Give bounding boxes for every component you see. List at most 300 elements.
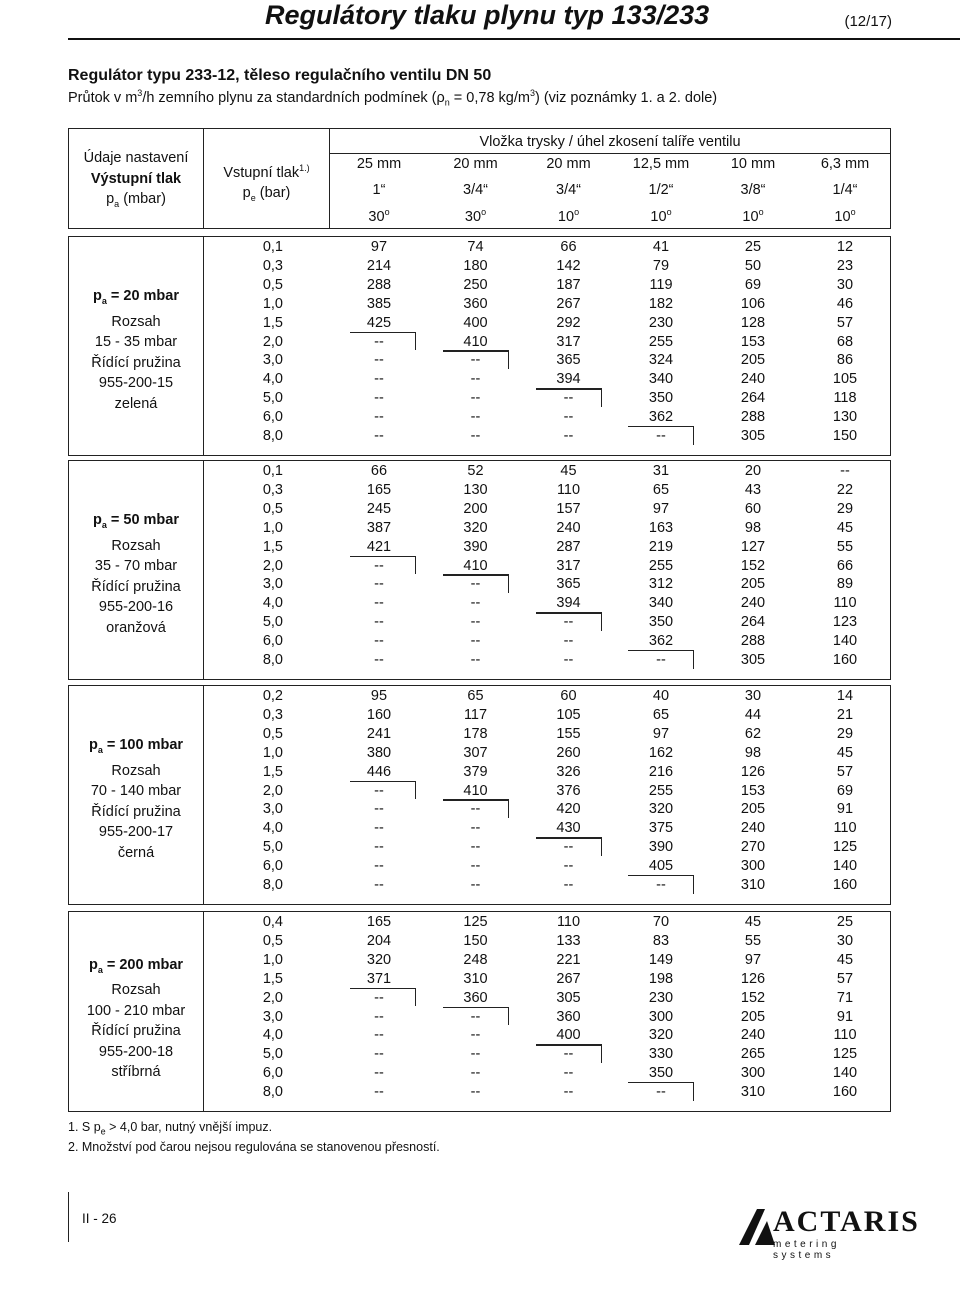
inlet-pressure-value: 1,5: [262, 970, 283, 987]
flow-value: 142: [556, 257, 581, 274]
flow-value: 130: [463, 481, 488, 498]
flow-value: --: [374, 839, 384, 856]
outlet-pressure-label: Výstupní tlak: [90, 170, 182, 187]
flow-value: 110: [556, 481, 581, 498]
flow-value: 214: [366, 257, 392, 274]
flow-value: 267: [556, 970, 581, 987]
flow-value: 394: [556, 595, 581, 612]
flow-value: 305: [556, 989, 581, 1006]
spring-code: 955-200-18: [98, 1043, 174, 1060]
accuracy-line: [443, 799, 509, 800]
inlet-pressure-value: 8,0: [262, 1084, 283, 1101]
flow-value: --: [470, 877, 481, 893]
flow-value: 350: [648, 390, 674, 407]
flow-value: --: [470, 633, 481, 650]
flow-value: --: [374, 1084, 384, 1101]
flow-value: --: [470, 595, 481, 612]
flow-value: 307: [463, 744, 488, 761]
flow-value: --: [470, 352, 481, 369]
flow-value: --: [470, 614, 481, 631]
flow-value: 375: [648, 820, 674, 837]
actaris-logo-icon: [735, 1207, 777, 1247]
inlet-header-cell: [203, 128, 330, 229]
flow-value: --: [374, 858, 384, 875]
nozzle-size-inch: 1/4“: [832, 182, 858, 198]
inlet-pressure-value: 4,0: [262, 820, 283, 837]
nozzle-size-inch: 3/4“: [556, 182, 581, 198]
flow-value: 264: [740, 390, 766, 407]
flow-value: 362: [648, 633, 674, 650]
flow-value: 324: [648, 352, 674, 369]
flow-value: 57: [836, 763, 854, 780]
flow-value: 57: [836, 970, 854, 987]
flow-value: 410: [463, 782, 488, 799]
flow-value: 405: [648, 858, 674, 875]
flow-value: --: [374, 1027, 384, 1044]
flow-value: 110: [833, 820, 857, 837]
footer-rule: [68, 1192, 69, 1242]
setting-header-cell: [68, 128, 204, 229]
inlet-pressure-value: 8,0: [262, 877, 283, 893]
flow-value: --: [374, 1046, 384, 1063]
chamfer-angle: 30$^o$: [368, 207, 390, 225]
flow-value: 149: [648, 951, 674, 968]
flow-value: 320: [366, 951, 392, 968]
flow-value: 410: [463, 557, 488, 574]
flow-value: 365: [556, 352, 581, 369]
flow-value: 140: [832, 1065, 858, 1082]
flow-value: 152: [740, 557, 766, 574]
flow-value: 45: [560, 463, 577, 479]
section-title: Regulátor typu 233-12, těleso regulačního ventilu DN 50: [68, 67, 492, 84]
inlet-pressure-value: 0,2: [262, 688, 283, 704]
flow-value: 155: [556, 725, 581, 742]
flow-value: 68: [836, 333, 854, 350]
flow-value: --: [840, 463, 850, 479]
accuracy-line-step: [508, 574, 509, 593]
inlet-pressure-value: 0,1: [262, 239, 283, 255]
flow-value: --: [563, 633, 574, 650]
flow-value: 50: [744, 257, 762, 274]
flow-value: 89: [836, 576, 854, 593]
flow-value: 394: [556, 371, 581, 388]
flow-value: 44: [744, 706, 762, 723]
flow-value: 126: [740, 970, 766, 987]
accuracy-line-step: [601, 388, 602, 407]
spring-code: 955-200-16: [98, 599, 174, 616]
accuracy-line-step: [693, 426, 694, 445]
flow-value: 245: [366, 500, 392, 517]
flow-value: 380: [366, 744, 392, 761]
flow-value: --: [470, 652, 481, 668]
flow-value: 66: [370, 463, 388, 479]
flow-value: 66: [560, 239, 577, 255]
nozzle-size-mm: 12,5 mm: [632, 156, 690, 172]
flow-value: 312: [648, 576, 674, 593]
document-title: Regulátory tlaku plynu typ 133/233: [265, 0, 710, 30]
flow-value: 110: [556, 914, 581, 930]
accuracy-line: [443, 574, 509, 575]
flow-value: 43: [744, 481, 762, 498]
spring-label: Řídící pružina: [91, 803, 181, 820]
flow-value: --: [656, 428, 666, 444]
flow-value: 265: [740, 1046, 766, 1063]
accuracy-line: [350, 988, 416, 989]
flow-value: 126: [740, 763, 766, 780]
pa-unit-label: $p_a$ (mbar): [106, 191, 166, 209]
flow-value: 40: [652, 688, 670, 704]
accuracy-line: [628, 650, 694, 651]
actaris-logo: [735, 1205, 920, 1261]
inlet-pressure-value: 6,0: [262, 633, 283, 650]
flow-value: 292: [556, 314, 581, 331]
flow-value: 98: [744, 519, 762, 536]
outlet-pressure-value: $p_a = 50$ mbar: [92, 512, 179, 531]
flow-value: 97: [652, 725, 670, 742]
flow-value: 421: [366, 538, 392, 555]
inlet-pressure-value: 5,0: [262, 390, 283, 407]
flow-value: 45: [744, 914, 762, 930]
nozzle-size-mm: 6,3 mm: [820, 156, 870, 172]
flow-value: 152: [740, 989, 766, 1006]
flow-value: 260: [556, 744, 581, 761]
flow-value: 310: [740, 1084, 766, 1101]
flow-value: 205: [740, 801, 766, 818]
inlet-pressure-value: 3,0: [262, 352, 283, 369]
flow-value: 125: [463, 914, 488, 930]
flow-value: 25: [836, 914, 854, 930]
flow-value: 362: [648, 409, 674, 426]
flow-value: --: [374, 614, 384, 631]
setting-block: [68, 735, 204, 863]
nozzle-size-mm: 20 mm: [453, 156, 498, 172]
setting-block: [68, 510, 204, 638]
outlet-pressure-value: $p_a = 20$ mbar: [92, 288, 179, 307]
inlet-pressure-value: 6,0: [262, 1065, 283, 1082]
inlet-pressure-value: 1,5: [262, 763, 283, 780]
flow-value: 45: [836, 951, 854, 968]
flow-value: 230: [648, 989, 674, 1006]
flow-value: 379: [463, 763, 488, 780]
inlet-pressure-value: 2,0: [262, 333, 283, 350]
flow-value: --: [374, 428, 384, 444]
flow-value: --: [470, 839, 481, 856]
flow-value: 241: [366, 725, 392, 742]
flow-value: 187: [556, 276, 581, 293]
flow-value: 400: [556, 1027, 581, 1044]
flow-value: 430: [556, 820, 581, 837]
flow-value: 60: [560, 688, 577, 704]
flow-value: 340: [648, 595, 674, 612]
flow-value: 125: [832, 839, 858, 856]
inlet-pressure-value: 0,3: [262, 257, 283, 274]
range-value: 70 - 140 mbar: [90, 783, 182, 800]
accuracy-line: [536, 388, 602, 389]
setting-block: [68, 286, 204, 414]
flow-value: 91: [836, 801, 854, 818]
inlet-pressure-value: 1,5: [262, 314, 283, 331]
spring-label: Řídící pružina: [91, 578, 181, 595]
accuracy-line-step: [415, 988, 416, 1007]
flow-value: 45: [836, 744, 854, 761]
inlet-pressure-value: 5,0: [262, 614, 283, 631]
flow-value: 79: [652, 257, 670, 274]
flow-value: 387: [366, 519, 392, 536]
flow-value: --: [374, 652, 384, 668]
accuracy-line: [350, 332, 416, 333]
flow-value: --: [470, 1065, 481, 1082]
accuracy-line: [443, 1007, 509, 1008]
footnote-2: 2. Množství pod čarou nejsou regulována se stanovenou přesností.: [68, 1140, 440, 1154]
flow-value: --: [374, 801, 384, 818]
flow-value: --: [470, 858, 481, 875]
spring-label: Řídící pružina: [91, 1023, 181, 1040]
flow-value: 204: [366, 932, 392, 949]
flow-value: 98: [744, 744, 762, 761]
accuracy-line-step: [508, 350, 509, 369]
flow-value: 305: [740, 652, 766, 668]
flow-value: 360: [463, 295, 488, 312]
flow-value: 71: [836, 989, 854, 1006]
flow-value: 326: [556, 763, 581, 780]
range-value: 100 - 210 mbar: [86, 1002, 186, 1019]
flow-value: 91: [836, 1008, 854, 1025]
inlet-pressure-value: 1,0: [262, 519, 283, 536]
footnote-1: 1. S $p_e > 4,0$ bar, nutný vnější impuz.: [68, 1120, 273, 1137]
flow-value: 240: [740, 595, 766, 612]
flow-value: --: [563, 1084, 574, 1101]
nozzle-insert-label: Vložka trysky / úhel zkosení talíře ventilu: [479, 134, 741, 150]
spring-color: oranžová: [106, 619, 166, 636]
flow-value: 360: [463, 989, 488, 1006]
accuracy-line-step: [508, 1007, 509, 1026]
flow-value: 70: [652, 914, 670, 930]
chamfer-angle: 10$^o$: [742, 207, 764, 225]
logo-subtitle: metering systems: [773, 1239, 840, 1261]
accuracy-line: [350, 781, 416, 782]
flow-value: 300: [740, 1065, 766, 1082]
inlet-pressure-value: 6,0: [262, 409, 283, 426]
flow-value: 288: [740, 409, 766, 426]
flow-value: --: [470, 820, 481, 837]
pe-unit-label: $p_e$ (bar): [242, 185, 291, 204]
flow-value: 267: [556, 295, 581, 312]
flow-value: 110: [833, 595, 857, 612]
flow-value: --: [563, 409, 574, 426]
flow-value: 160: [366, 706, 392, 723]
flow-value: --: [563, 390, 574, 407]
flow-value: 205: [740, 352, 766, 369]
flow-value: --: [374, 352, 384, 369]
header-divider: [329, 153, 891, 154]
flow-value: 133: [556, 932, 581, 949]
flow-value: 130: [832, 409, 858, 426]
flow-value: 446: [366, 763, 392, 780]
flow-value: 320: [648, 801, 674, 818]
nozzle-size-mm: 10 mm: [730, 156, 776, 172]
flow-value: 240: [740, 820, 766, 837]
accuracy-line-step: [601, 837, 602, 856]
inlet-pressure-value: 3,0: [262, 576, 283, 593]
spring-code: 955-200-17: [98, 824, 174, 841]
page-number: II - 26: [82, 1211, 117, 1226]
inlet-pressure-value: 1,0: [262, 295, 283, 312]
flow-value: 55: [744, 932, 762, 949]
flow-value: 65: [652, 481, 670, 498]
flow-value: 300: [740, 858, 766, 875]
flow-value: 118: [833, 390, 857, 407]
range-label: Rozsah: [111, 537, 161, 554]
flow-value: 30: [836, 932, 854, 949]
flow-value: 288: [740, 633, 766, 650]
flow-value: 46: [836, 295, 854, 312]
flow-value: --: [374, 557, 384, 574]
flow-value: 420: [556, 801, 581, 818]
flow-value: 97: [652, 500, 670, 517]
inlet-pressure-value: 0,1: [262, 463, 283, 479]
flow-value: 119: [649, 276, 673, 293]
flow-value: 270: [740, 839, 766, 856]
accuracy-line: [536, 1044, 602, 1045]
logo-name: ACTARIS: [773, 1205, 920, 1238]
flow-value: --: [470, 801, 481, 818]
flow-value: --: [470, 1046, 481, 1063]
flow-value: 128: [740, 314, 766, 331]
accuracy-line-step: [415, 556, 416, 575]
flow-value: --: [374, 390, 384, 407]
flow-value: 95: [370, 688, 388, 704]
nozzle-size-inch: 1“: [372, 182, 386, 198]
flow-value: 165: [366, 481, 392, 498]
spring-label: Řídící pružina: [91, 354, 181, 371]
flow-value: 117: [463, 706, 488, 723]
inlet-pressure-value: 8,0: [262, 652, 283, 668]
inlet-pressure-value: 0,5: [262, 725, 283, 742]
flow-value: --: [563, 858, 574, 875]
flow-value: 106: [740, 295, 766, 312]
flow-value: 150: [463, 932, 488, 949]
flow-value: 105: [832, 371, 858, 388]
flow-value: 205: [740, 576, 766, 593]
flow-value: --: [374, 820, 384, 837]
flow-value: 25: [744, 239, 762, 255]
inlet-pressure-value: 0,5: [262, 276, 283, 293]
flow-value: 371: [366, 970, 392, 987]
flow-value: 31: [652, 463, 670, 479]
accuracy-line-step: [693, 1082, 694, 1101]
inlet-pressure-value: 6,0: [262, 858, 283, 875]
inlet-pressure-value: 2,0: [262, 557, 283, 574]
flow-value: 22: [836, 481, 854, 498]
flow-value: 163: [648, 519, 674, 536]
flow-value: 385: [366, 295, 392, 312]
inlet-pressure-value: 0,5: [262, 500, 283, 517]
flow-value: 65: [467, 688, 484, 704]
nozzle-size-inch: 3/8“: [740, 182, 766, 198]
flow-value: 248: [463, 951, 488, 968]
flow-value: 310: [740, 877, 766, 893]
flow-value: 45: [836, 519, 854, 536]
flow-value: 29: [836, 500, 854, 517]
flow-value: 69: [744, 276, 762, 293]
flow-value: 230: [648, 314, 674, 331]
flow-value: 140: [832, 633, 858, 650]
nozzle-size-inch: 1/2“: [648, 182, 674, 198]
flow-value: 320: [648, 1027, 674, 1044]
accuracy-line: [536, 837, 602, 838]
accuracy-line: [628, 875, 694, 876]
flow-value: 162: [648, 744, 674, 761]
flow-value: --: [563, 1046, 574, 1063]
flow-value: 255: [648, 333, 674, 350]
flow-value: 205: [740, 1008, 766, 1025]
flow-value: --: [374, 989, 384, 1006]
flow-value: 360: [556, 1008, 581, 1025]
flow-value: 165: [366, 914, 392, 930]
flow-value: 41: [652, 239, 670, 255]
inlet-pressure-value: 4,0: [262, 1027, 283, 1044]
inlet-pressure-value: 1,0: [262, 744, 283, 761]
flow-value: 69: [836, 782, 854, 799]
flow-value: 110: [833, 1027, 857, 1044]
spring-color: stříbrná: [111, 1064, 161, 1081]
flow-value: 97: [370, 239, 388, 255]
flow-value: 29: [836, 725, 854, 742]
flow-value: 340: [648, 371, 674, 388]
flow-value: --: [374, 595, 384, 612]
flow-value: --: [563, 614, 574, 631]
flow-value: --: [374, 409, 384, 426]
flow-value: 264: [740, 614, 766, 631]
accuracy-line-step: [508, 799, 509, 818]
flow-value: 127: [740, 538, 766, 555]
flow-value: 365: [556, 576, 581, 593]
flow-value: 180: [463, 257, 488, 274]
flow-value: 60: [744, 500, 762, 517]
setting-label: Údaje nastavení: [83, 150, 189, 166]
accuracy-line: [443, 350, 509, 351]
flow-value: --: [470, 576, 481, 593]
outlet-pressure-value: $p_a = 200$ mbar: [88, 957, 184, 975]
range-value: 15 - 35 mbar: [94, 334, 178, 351]
flow-value: 240: [556, 519, 581, 536]
flow-value: 150: [832, 428, 858, 444]
flow-value: 200: [463, 500, 488, 517]
inlet-pressure-value: 1,0: [262, 951, 283, 968]
range-value: 35 - 70 mbar: [94, 558, 178, 575]
flow-value: 255: [648, 557, 674, 574]
spring-color: černá: [117, 844, 155, 861]
section-description: Průtok v $m^3/h$ zemního plynu za standardních podmínek ($\rho_n = 0,78$ $kg/m^3$) (viz poznámky 1. a 2. dole): [68, 88, 718, 108]
flow-value: 182: [648, 295, 674, 312]
flow-value: 390: [648, 839, 674, 856]
flow-value: 57: [836, 314, 854, 331]
flow-value: 425: [366, 314, 392, 331]
header-rule: [68, 38, 960, 40]
flow-value: --: [656, 1084, 666, 1101]
flow-value: 219: [648, 538, 674, 555]
flow-value: 350: [648, 1065, 674, 1082]
flow-value: 288: [366, 276, 392, 293]
inlet-pressure-value: 0,3: [262, 706, 283, 723]
flow-value: --: [374, 1065, 384, 1082]
range-label: Rozsah: [111, 313, 161, 330]
flow-value: 140: [832, 858, 858, 875]
outlet-pressure-value: $p_a = 100$ mbar: [88, 737, 184, 756]
flow-value: 66: [836, 557, 854, 574]
flow-value: 305: [740, 428, 766, 444]
nozzle-size-inch: 3/4“: [463, 182, 488, 198]
